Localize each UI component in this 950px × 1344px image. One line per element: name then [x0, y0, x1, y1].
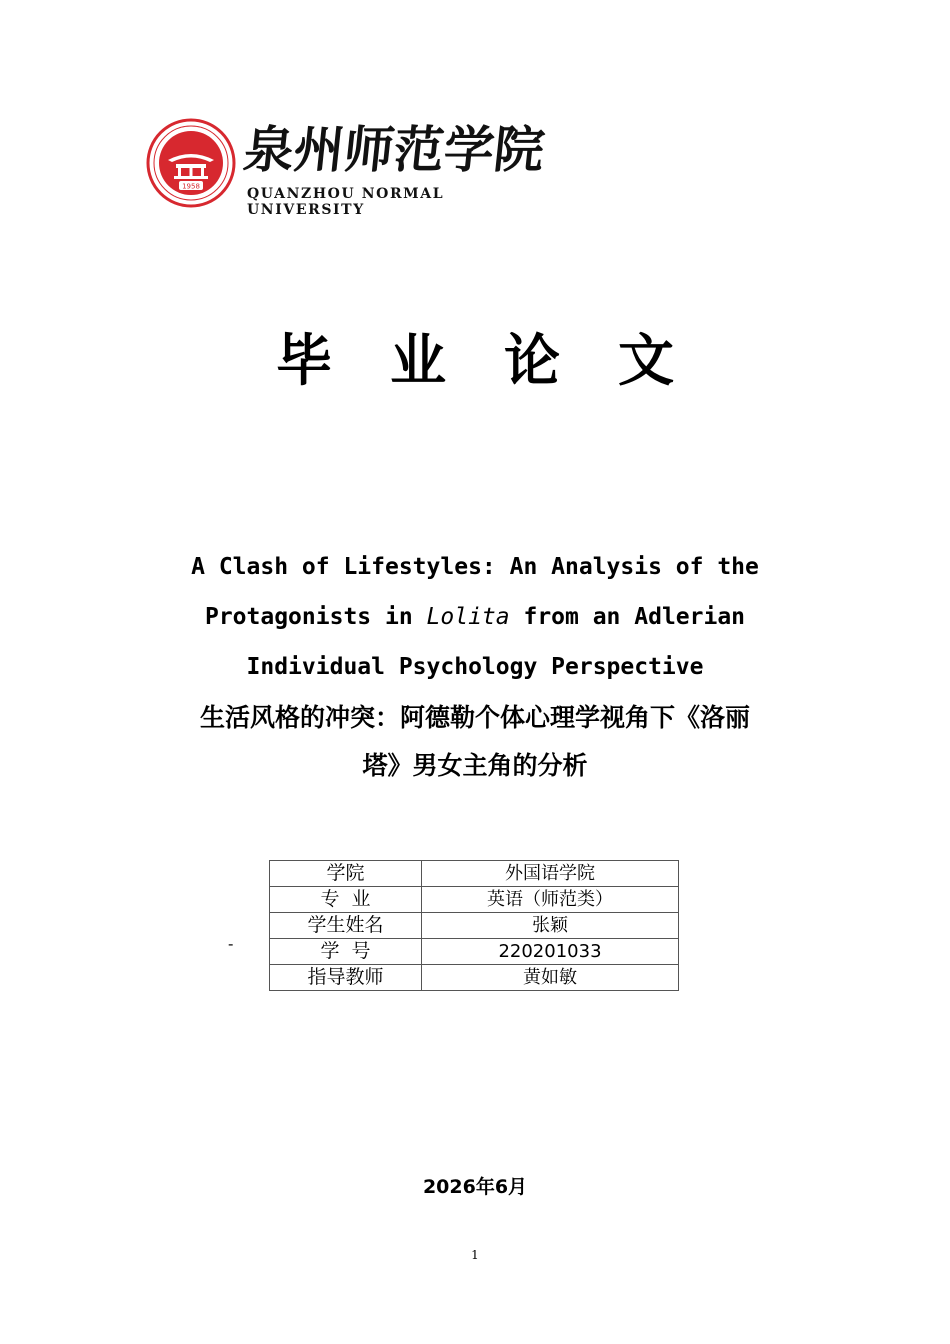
- university-name-cn: 泉州师范学院: [240, 120, 548, 179]
- novel-title: Lolita: [426, 604, 510, 630]
- chinese-title-line-1: 生活风格的冲突：阿德勒个体心理学视角下《洛丽: [199, 703, 750, 732]
- info-label: 学生姓名: [270, 913, 422, 939]
- chinese-title-line-2: 塔》男女主角的分析: [362, 751, 588, 780]
- side-mark: -: [228, 934, 234, 953]
- info-value: 英语（师范类）: [422, 887, 679, 913]
- submission-date: 2026年6月: [422, 1176, 528, 1198]
- english-title: [150, 542, 800, 692]
- info-label: 学院: [270, 861, 422, 887]
- english-title-line-2: Protagonists in Lolita from an Adlerian: [204, 604, 746, 630]
- table-row: [270, 887, 679, 913]
- info-label: 专 业: [270, 887, 422, 913]
- table-row: [270, 939, 679, 965]
- table-row: [270, 965, 679, 991]
- university-seal-icon: [146, 118, 236, 208]
- english-title-line-1: A Clash of Lifestyles: An Analysis of the: [191, 554, 759, 580]
- english-title-line-3: Individual Psychology Perspective: [246, 654, 704, 680]
- student-info-table: [269, 860, 679, 991]
- table-row: [270, 861, 679, 887]
- thesis-heading: 毕业论文: [276, 329, 732, 394]
- info-value: 黄如敏: [422, 965, 679, 991]
- info-value: 张颖: [422, 913, 679, 939]
- table-row: [270, 913, 679, 939]
- page-number: 1: [471, 1248, 479, 1262]
- info-label: 指导教师: [270, 965, 422, 991]
- info-value: 220201033: [422, 939, 679, 965]
- svg-text:1958: 1958: [182, 182, 200, 191]
- university-logo: [146, 118, 548, 218]
- chinese-title: [150, 694, 800, 790]
- info-value: 外国语学院: [422, 861, 679, 887]
- info-label: 学 号: [270, 939, 422, 965]
- university-name-en: QUANZHOU NORMAL UNIVERSITY: [247, 186, 445, 218]
